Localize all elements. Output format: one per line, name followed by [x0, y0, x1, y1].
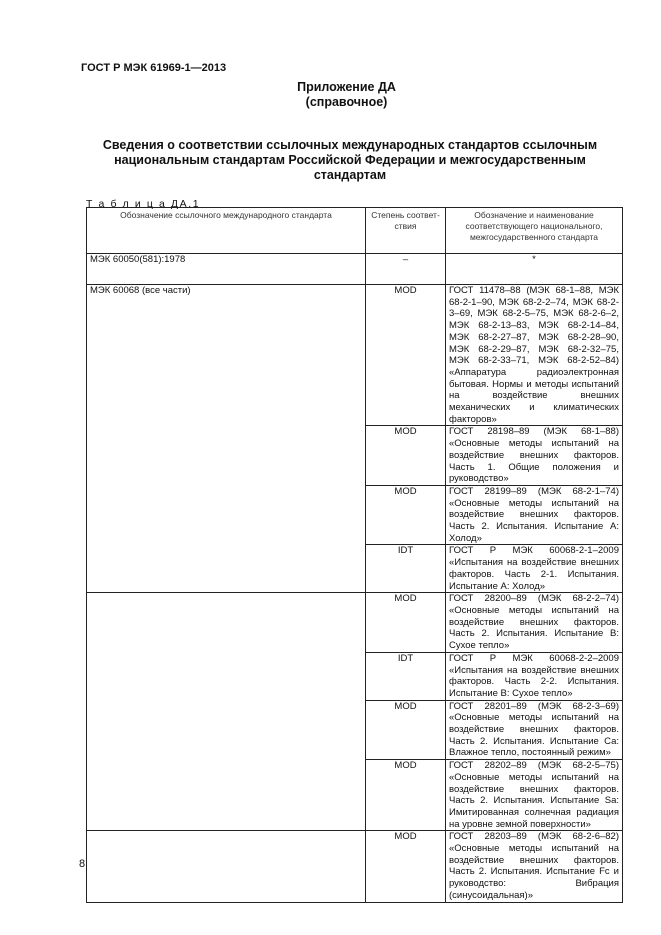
cell-national: ГОСТ 28201–89 (МЭК 68-2-3–69) «Основные методы испытаний на воздействие внешних факторов. Часть 2. Испытания. Испытание Са: Влажное тепло, постоянный режим»: [446, 700, 623, 760]
cell-degree: –: [366, 254, 446, 285]
cell-intl: МЭК 60068 (все части): [87, 285, 366, 593]
section-title-line: национальным стандартам Российской Федерации и межгосударственным: [114, 153, 586, 167]
cell-degree: IDT: [366, 545, 446, 593]
appendix-title: Приложение ДА: [297, 80, 396, 94]
column-header-national: Обозначение и наименование соответствующего национального, межгосударственного стандарта: [446, 208, 623, 254]
cell-degree: MOD: [366, 485, 446, 545]
page-number: 8: [79, 858, 86, 870]
table-row: [87, 593, 623, 653]
appendix-title-block: [0, 80, 661, 110]
section-title: [70, 138, 630, 183]
cell-national: *: [446, 254, 623, 285]
cell-national: ГОСТ 28200–89 (МЭК 68-2-2–74) «Основные методы испытаний на воздействие внешних факторов. Часть 2. Испытания. Испытание В: Сухое тепло»: [446, 593, 623, 653]
cell-national: ГОСТ 28199–89 (МЭК 68-2-1–74) «Основные методы испытаний на воздействие внешних факторов. Часть 2. Испытания. Испытание А: Холод»: [446, 485, 623, 545]
cell-intl: [87, 831, 366, 902]
cell-degree: MOD: [366, 593, 446, 653]
table-row: [87, 831, 623, 902]
cell-national: ГОСТ Р МЭК 60068-2-1–2009 «Испытания на воздействие внешних факторов. Часть 2-1. Испытания. Испытание А: Холод»: [446, 545, 623, 593]
table-row: [87, 254, 623, 285]
cell-intl: [87, 593, 366, 831]
cell-degree: IDT: [366, 652, 446, 700]
table-label: Т а б л и ц а ДА.1: [86, 198, 201, 210]
column-header-degree: Степень соответ-ствия: [366, 208, 446, 254]
standards-table: [86, 207, 623, 903]
document-header: ГОСТ Р МЭК 61969-1—2013: [81, 62, 227, 74]
cell-national: ГОСТ 28198–89 (МЭК 68-1–88) «Основные методы испытаний на воздействие внешних факторов. Часть 1. Общие положения и руководство»: [446, 426, 623, 486]
cell-national: ГОСТ 28203–89 (МЭК 68-2-6–82) «Основные методы испытаний на воздействие внешних факторов. Часть 2. Испытания. Испытание Fc и руководство: Вибрация (синусоидальная)»: [446, 831, 623, 902]
table-header-row: [87, 208, 623, 254]
appendix-subtitle: (справочное): [305, 95, 388, 109]
section-title-line: стандартам: [313, 168, 387, 182]
cell-intl: МЭК 60050(581):1978: [87, 254, 366, 285]
cell-degree: MOD: [366, 831, 446, 902]
cell-degree: MOD: [366, 760, 446, 831]
cell-national: ГОСТ Р МЭК 60068-2-2–2009 «Испытания на воздействие внешних факторов. Часть 2-2. Испытания. Испытание В: Сухое тепло»: [446, 652, 623, 700]
cell-degree: MOD: [366, 285, 446, 426]
column-header-intl: Обозначение ссылочного международного стандарта: [87, 208, 366, 254]
section-title-line: Сведения о соответствии ссылочных международных стандартов ссылочным: [102, 138, 598, 152]
cell-degree: MOD: [366, 426, 446, 486]
table-row: [87, 285, 623, 426]
cell-degree: MOD: [366, 700, 446, 760]
cell-national: ГОСТ 11478–88 (МЭК 68-1–88, МЭК 68-2-1–90, МЭК 68-2-2–74, МЭК 68-2-3–69, МЭК 68-2-5–75, МЭК 68-2-6–2, МЭК 68-2-13–83, МЭК 68-2-14–84, МЭК 68-2-27–87, МЭК 68-2-28–90, МЭК 68-2-29–87, МЭК 68-2-32–75, МЭК 68-2-33–71, МЭК 68-2-52–84) «Аппаратура радиоэлектронная бытовая. Нормы и методы испытаний на воздействие внешних механических и климатических факторов»: [446, 285, 623, 426]
cell-national: ГОСТ 28202–89 (МЭК 68-2-5–75) «Основные методы испытаний на воздействие внешних факторов. Часть 2. Испытания. Испытание Sa: Имитированная солнечная радиация на уровне земной поверхности»: [446, 760, 623, 831]
